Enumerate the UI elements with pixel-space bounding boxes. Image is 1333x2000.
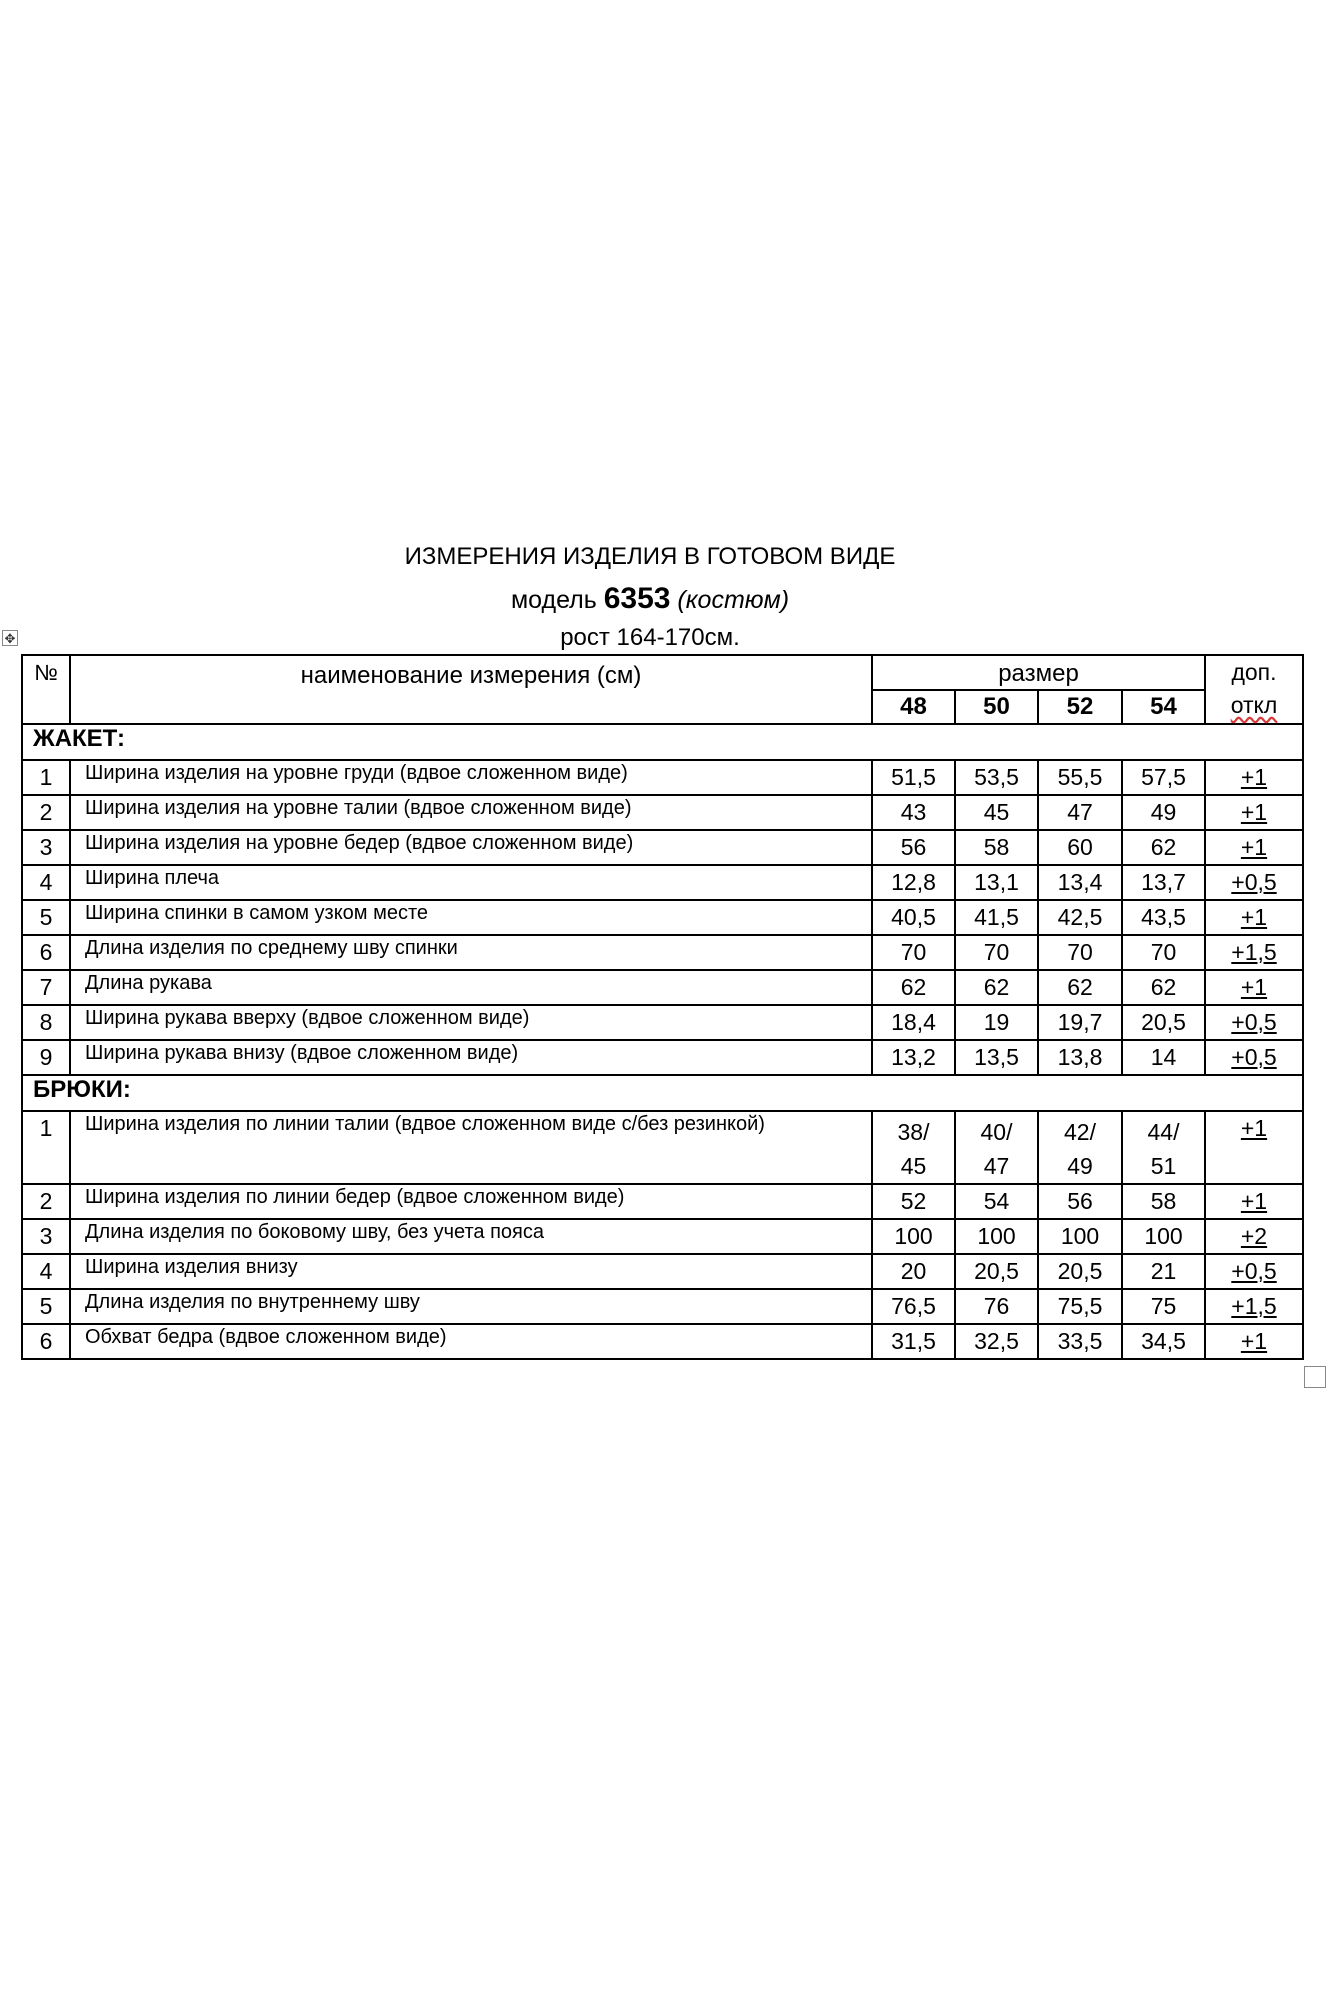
table-row	[22, 1324, 1303, 1359]
model-label: модель	[510, 586, 597, 614]
tolerance-value: +1	[1240, 904, 1268, 930]
table-row	[22, 935, 1303, 970]
measurement-value-54: 70	[1122, 935, 1205, 970]
tolerance-value: +1	[1240, 974, 1268, 1000]
header-row	[22, 655, 1303, 690]
tolerance-value: +1	[1240, 1188, 1268, 1214]
table-row	[22, 795, 1303, 830]
measurement-value-50: 41,5	[955, 900, 1038, 935]
measurement-value-50: 13,1	[955, 865, 1038, 900]
measurement-value-52: 75,5	[1038, 1289, 1122, 1324]
header-deviation-line2: откл	[1230, 692, 1278, 718]
tolerance-cell	[1205, 1289, 1303, 1324]
measurement-value-54: 58	[1122, 1184, 1205, 1219]
measurement-value-52: 62	[1038, 970, 1122, 1005]
measurement-name: Ширина спинки в самом узком месте	[70, 900, 872, 935]
tolerance-cell	[1205, 1005, 1303, 1040]
tolerance-value: +0,5	[1231, 1258, 1277, 1284]
measurement-value-52: 55,5	[1038, 760, 1122, 795]
measurement-name: Ширина плеча	[70, 865, 872, 900]
measurement-value-48: 31,5	[872, 1324, 955, 1359]
table-row	[22, 760, 1303, 795]
row-number: 4	[22, 865, 70, 900]
measurement-name: Ширина изделия по линии бедер (вдвое сложенном виде)	[70, 1184, 872, 1219]
measurement-value-48: 40,5	[872, 900, 955, 935]
measurement-name: Ширина изделия на уровне бедер (вдвое сложенном виде)	[70, 830, 872, 865]
measurement-value-48: 43	[872, 795, 955, 830]
measurement-value-54: 62	[1122, 970, 1205, 1005]
measurement-name: Ширина рукава внизу (вдвое сложенном виде)	[70, 1040, 872, 1075]
measurement-value-50: 70	[955, 935, 1038, 970]
row-number: 5	[22, 1289, 70, 1324]
measurement-value-50: 32,5	[955, 1324, 1038, 1359]
table-row	[22, 970, 1303, 1005]
measurement-name: Длина изделия по боковому шву, без учета пояса	[70, 1219, 872, 1254]
measurement-value-54: 75	[1122, 1289, 1205, 1324]
measurement-value-48: 51,5	[872, 760, 955, 795]
measurement-value-54: 21	[1122, 1254, 1205, 1289]
measurement-value-52: 56	[1038, 1184, 1122, 1219]
measurement-value-48: 12,8	[872, 865, 955, 900]
measurement-value-48: 38/ 45	[872, 1111, 955, 1184]
measurement-value-52: 20,5	[1038, 1254, 1122, 1289]
tolerance-cell	[1205, 1040, 1303, 1075]
measurement-value-50: 40/ 47	[955, 1111, 1038, 1184]
model-kind: (костюм)	[677, 586, 790, 614]
measurement-value-52: 13,8	[1038, 1040, 1122, 1075]
tolerance-cell	[1205, 1219, 1303, 1254]
measurement-value-50: 19	[955, 1005, 1038, 1040]
tolerance-cell	[1205, 830, 1303, 865]
measurement-value-48: 52	[872, 1184, 955, 1219]
measurement-value-48: 70	[872, 935, 955, 970]
table-row	[22, 830, 1303, 865]
header-size: размер	[872, 655, 1205, 690]
table-row	[22, 1184, 1303, 1219]
section-title: БРЮКИ:	[22, 1075, 1303, 1111]
table-row	[22, 1111, 1303, 1184]
table-row	[22, 1219, 1303, 1254]
header-deviation	[1205, 655, 1303, 724]
measurement-value-50: 100	[955, 1219, 1038, 1254]
measurement-value-48: 100	[872, 1219, 955, 1254]
table-row	[22, 1289, 1303, 1324]
size-52: 52	[1038, 690, 1122, 724]
tolerance-value: +1	[1240, 1115, 1268, 1141]
measurement-value-48: 76,5	[872, 1289, 955, 1324]
tolerance-value: +1	[1240, 834, 1268, 860]
tolerance-cell	[1205, 1111, 1303, 1184]
measurement-value-54: 49	[1122, 795, 1205, 830]
measurement-name: Обхват бедра (вдвое сложенном виде)	[70, 1324, 872, 1359]
measurement-value-52: 19,7	[1038, 1005, 1122, 1040]
header-deviation-line1: доп.	[1231, 659, 1277, 685]
section-title: ЖАКЕТ:	[22, 724, 1303, 760]
row-number: 3	[22, 1219, 70, 1254]
tolerance-value: +1	[1240, 1328, 1268, 1354]
tolerance-cell	[1205, 970, 1303, 1005]
measurement-name: Длина рукава	[70, 970, 872, 1005]
measurement-value-52: 60	[1038, 830, 1122, 865]
row-number: 2	[22, 1184, 70, 1219]
row-number: 1	[22, 760, 70, 795]
measurement-value-50: 20,5	[955, 1254, 1038, 1289]
table-row	[22, 865, 1303, 900]
tolerance-value: +1,5	[1231, 939, 1277, 965]
table-row	[22, 1040, 1303, 1075]
header-no: №	[22, 655, 70, 724]
measurement-name: Ширина изделия на уровне талии (вдвое сложенном виде)	[70, 795, 872, 830]
tolerance-value: +1	[1240, 764, 1268, 790]
table-row	[22, 900, 1303, 935]
row-number: 6	[22, 1324, 70, 1359]
measurement-value-50: 45	[955, 795, 1038, 830]
row-number: 3	[22, 830, 70, 865]
tolerance-cell	[1205, 900, 1303, 935]
measurement-value-52: 100	[1038, 1219, 1122, 1254]
row-number: 2	[22, 795, 70, 830]
tolerance-cell	[1205, 935, 1303, 970]
tolerance-value: +1	[1240, 799, 1268, 825]
measurement-value-54: 43,5	[1122, 900, 1205, 935]
measurement-value-54: 100	[1122, 1219, 1205, 1254]
table-row	[22, 1254, 1303, 1289]
table-row	[22, 1005, 1303, 1040]
model-line	[0, 582, 1300, 616]
measurement-value-48: 18,4	[872, 1005, 955, 1040]
row-number: 9	[22, 1040, 70, 1075]
header-name: наименование измерения (см)	[70, 655, 872, 724]
tolerance-cell	[1205, 1254, 1303, 1289]
row-number: 5	[22, 900, 70, 935]
row-number: 7	[22, 970, 70, 1005]
tolerance-value: +0,5	[1231, 869, 1277, 895]
tolerance-cell	[1205, 760, 1303, 795]
measurements-table	[21, 654, 1304, 1360]
measurement-value-52: 42,5	[1038, 900, 1122, 935]
measurement-name: Ширина изделия на уровне груди (вдвое сложенном виде)	[70, 760, 872, 795]
document-title: ИЗМЕРЕНИЯ ИЗДЕЛИЯ В ГОТОВОМ ВИДЕ	[404, 543, 896, 570]
measurement-value-54: 13,7	[1122, 865, 1205, 900]
row-number: 8	[22, 1005, 70, 1040]
measurement-value-52: 42/ 49	[1038, 1111, 1122, 1184]
measurement-value-50: 13,5	[955, 1040, 1038, 1075]
measurement-value-54: 44/ 51	[1122, 1111, 1205, 1184]
measurement-value-50: 54	[955, 1184, 1038, 1219]
size-54: 54	[1122, 690, 1205, 724]
measurement-value-48: 13,2	[872, 1040, 955, 1075]
measurement-value-54: 14	[1122, 1040, 1205, 1075]
size-48: 48	[872, 690, 955, 724]
tolerance-cell	[1205, 1184, 1303, 1219]
measurement-value-48: 56	[872, 830, 955, 865]
measurement-value-50: 53,5	[955, 760, 1038, 795]
tolerance-value: +2	[1240, 1223, 1268, 1249]
tolerance-cell	[1205, 865, 1303, 900]
tolerance-value: +1,5	[1231, 1293, 1277, 1319]
tolerance-value: +0,5	[1231, 1009, 1277, 1035]
measurement-name: Длина изделия по среднему шву спинки	[70, 935, 872, 970]
measurement-value-54: 62	[1122, 830, 1205, 865]
row-number: 6	[22, 935, 70, 970]
height-line: рост 164-170см.	[560, 624, 740, 651]
model-number: 6353	[603, 582, 671, 615]
measurement-name: Длина изделия по внутреннему шву	[70, 1289, 872, 1324]
measurement-value-52: 13,4	[1038, 865, 1122, 900]
measurement-name: Ширина изделия внизу	[70, 1254, 872, 1289]
measurement-value-48: 20	[872, 1254, 955, 1289]
section-header-row	[22, 724, 1303, 760]
measurement-value-52: 47	[1038, 795, 1122, 830]
row-number: 1	[22, 1111, 70, 1184]
measurement-value-48: 62	[872, 970, 955, 1005]
table-resize-handle[interactable]	[1304, 1366, 1326, 1388]
section-header-row	[22, 1075, 1303, 1111]
measurement-value-52: 33,5	[1038, 1324, 1122, 1359]
tolerance-cell	[1205, 795, 1303, 830]
measurement-value-52: 70	[1038, 935, 1122, 970]
measurement-value-50: 58	[955, 830, 1038, 865]
measurement-value-50: 62	[955, 970, 1038, 1005]
size-50: 50	[955, 690, 1038, 724]
measurement-value-54: 34,5	[1122, 1324, 1205, 1359]
tolerance-cell	[1205, 1324, 1303, 1359]
measurement-value-54: 20,5	[1122, 1005, 1205, 1040]
measurement-name: Ширина рукава вверху (вдвое сложенном виде)	[70, 1005, 872, 1040]
row-number: 4	[22, 1254, 70, 1289]
measurement-value-50: 76	[955, 1289, 1038, 1324]
table-move-handle-icon[interactable]: ✥	[2, 630, 18, 646]
measurement-value-54: 57,5	[1122, 760, 1205, 795]
tolerance-value: +0,5	[1231, 1044, 1277, 1070]
measurement-name: Ширина изделия по линии талии (вдвое сложенном виде с/без резинкой)	[70, 1111, 872, 1184]
